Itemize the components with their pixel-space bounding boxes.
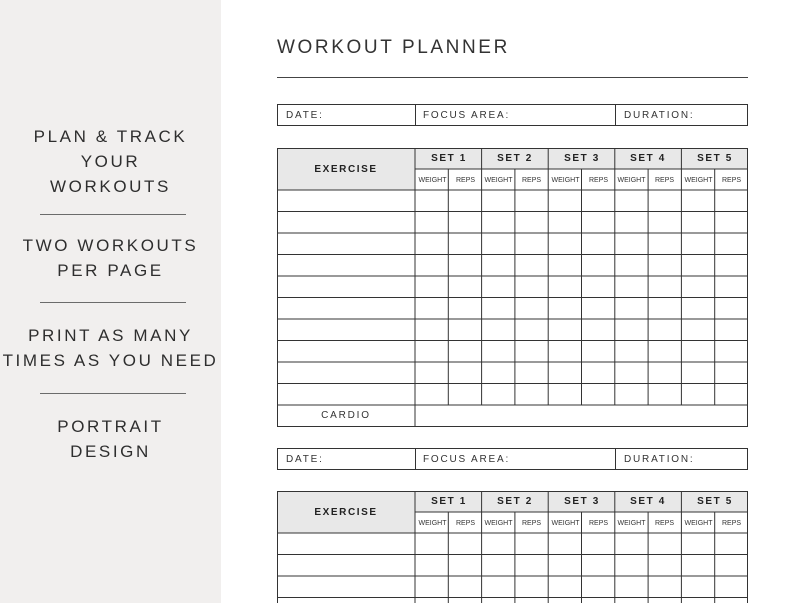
feature-two-workouts — [0, 233, 221, 283]
feature-line: PER PAGE — [57, 261, 164, 280]
date-label: DATE: — [286, 110, 324, 121]
sidebar-divider — [40, 214, 186, 215]
set-4-header: SET 4 — [630, 496, 666, 507]
set-5-header: SET 5 — [697, 153, 733, 164]
weight-header: WEIGHT — [551, 520, 580, 527]
reps-header: REPS — [588, 520, 609, 527]
weight-header: WEIGHT — [617, 520, 646, 527]
reps-header: REPS — [588, 177, 609, 184]
info-separator — [615, 105, 616, 125]
info-separator — [415, 105, 416, 125]
feature-line: DESIGN — [70, 442, 151, 461]
set-2-header: SET 2 — [497, 153, 533, 164]
cardio-label: CARDIO — [321, 410, 371, 421]
weight-header: WEIGHT — [418, 177, 447, 184]
workout-info-row — [277, 104, 748, 126]
reps-header: REPS — [721, 520, 742, 527]
reps-header: REPS — [521, 177, 542, 184]
feature-line: TIMES AS YOU NEED — [2, 351, 219, 370]
reps-header: REPS — [654, 177, 675, 184]
exercise-header: EXERCISE — [314, 164, 378, 175]
title-divider — [277, 77, 748, 78]
sidebar-divider — [40, 393, 186, 394]
table-grid-lines — [277, 148, 748, 427]
set-3-header: SET 3 — [564, 496, 600, 507]
duration-label: DURATION: — [624, 454, 695, 465]
focus-area-label: FOCUS AREA: — [423, 454, 511, 465]
set-1-header: SET 1 — [431, 496, 467, 507]
focus-area-label: FOCUS AREA: — [423, 110, 511, 121]
duration-label: DURATION: — [624, 110, 695, 121]
reps-header: REPS — [721, 177, 742, 184]
set-4-header: SET 4 — [630, 153, 666, 164]
weight-header: WEIGHT — [684, 177, 713, 184]
feature-print-many — [0, 323, 221, 373]
info-separator — [415, 449, 416, 469]
feature-portrait — [0, 414, 221, 464]
feature-plan-track — [0, 124, 221, 199]
feature-line: YOUR — [80, 152, 141, 171]
sidebar-divider — [40, 302, 186, 303]
weight-header: WEIGHT — [551, 177, 580, 184]
weight-header: WEIGHT — [418, 520, 447, 527]
exercise-header: EXERCISE — [314, 507, 378, 518]
page-title: WORKOUT PLANNER — [277, 37, 510, 58]
feature-line: PRINT AS MANY — [28, 326, 193, 345]
reps-header: REPS — [455, 520, 476, 527]
reps-header: REPS — [455, 177, 476, 184]
set-3-header: SET 3 — [564, 153, 600, 164]
workout-table — [277, 148, 748, 427]
feature-line: PLAN & TRACK — [33, 127, 188, 146]
set-2-header: SET 2 — [497, 496, 533, 507]
info-separator — [615, 449, 616, 469]
set-1-header: SET 1 — [431, 153, 467, 164]
weight-header: WEIGHT — [617, 177, 646, 184]
workout-table — [277, 491, 748, 603]
feature-line: WORKOUTS — [50, 177, 171, 196]
workout-info-row — [277, 448, 748, 470]
set-5-header: SET 5 — [697, 496, 733, 507]
reps-header: REPS — [654, 520, 675, 527]
reps-header: REPS — [521, 520, 542, 527]
date-label: DATE: — [286, 454, 324, 465]
weight-header: WEIGHT — [684, 520, 713, 527]
feature-line: PORTRAIT — [57, 417, 164, 436]
sidebar-panel — [0, 0, 221, 603]
weight-header: WEIGHT — [484, 177, 513, 184]
feature-line: TWO WORKOUTS — [22, 236, 199, 255]
weight-header: WEIGHT — [484, 520, 513, 527]
